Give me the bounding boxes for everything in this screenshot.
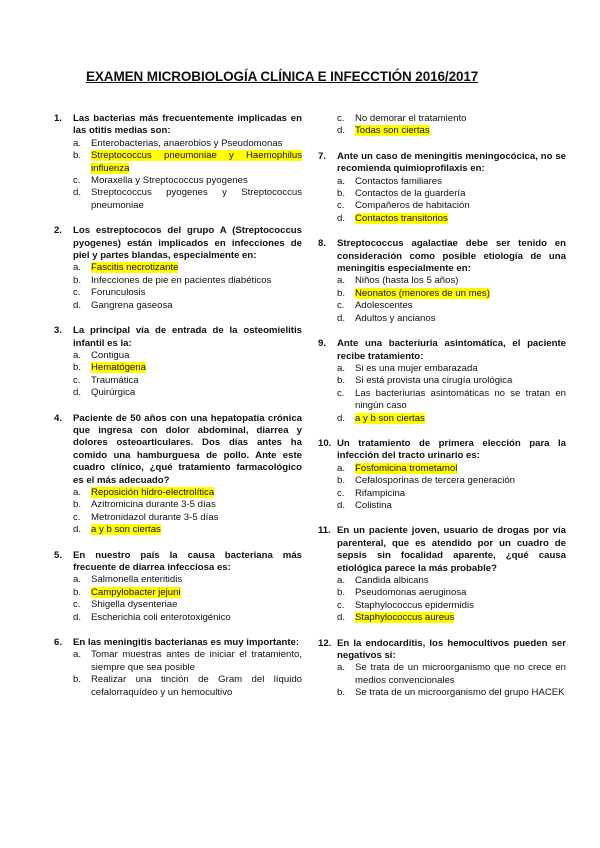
option-text: Pseudomonas aeruginosa — [355, 587, 467, 599]
option-c — [318, 200, 566, 212]
option-text: Enterobacterias, anaerobios y Pseudomonas — [91, 137, 283, 149]
option-text: Streptococcus pyogenes y Streptococcus pneumoniae — [91, 187, 302, 211]
option-d-correct — [318, 213, 566, 225]
option-letter: b. — [337, 475, 346, 487]
question-4 — [54, 413, 302, 537]
option-b — [54, 674, 302, 699]
question-9 — [318, 338, 566, 425]
option-text: Reposición hidro-electrolítica — [91, 486, 215, 498]
option-text: Hematógena — [91, 362, 146, 374]
option-letter: c. — [337, 387, 345, 399]
question-text: En las meningitis bacterianas es muy importante: — [73, 637, 300, 649]
option-text: Azitromicina durante 3-5 días — [91, 499, 216, 511]
question-text: En un paciente joven, usuario de drogas por vía parenteral, que es atendido por un cuadro de sepsis sin focalidad aparente, ¿qué causa etiológica parece la más probable? — [337, 525, 566, 574]
option-letter: d. — [337, 212, 346, 224]
option-letter: c. — [337, 487, 345, 499]
question-number: 10. — [318, 437, 332, 449]
left-column — [54, 113, 302, 712]
option-text: Adultos y ancianos — [355, 312, 436, 324]
option-text: Compañeros de habitación — [355, 200, 470, 212]
option-letter: c. — [73, 175, 81, 187]
option-a — [318, 662, 566, 687]
option-text: Shigella dysenteriae — [91, 599, 178, 611]
option-c — [54, 512, 302, 524]
option-letter: a. — [337, 175, 346, 187]
option-a-correct — [54, 487, 302, 499]
option-b — [318, 687, 566, 699]
question-text: En la endocarditis, los hemocultivos pueden ser negativos si: — [337, 637, 566, 662]
option-text: Staphylococcus aureus — [355, 612, 455, 624]
option-letter: d. — [73, 524, 82, 536]
option-c — [318, 388, 566, 413]
option-d-correct — [318, 125, 566, 137]
question-8 — [318, 238, 566, 325]
option-letter: d. — [73, 299, 82, 311]
option-a-correct — [54, 262, 302, 274]
option-letter: a. — [73, 262, 82, 274]
option-text: Metronidazol durante 3-5 días — [91, 511, 219, 523]
option-d — [54, 612, 302, 624]
option-text: Forunculosis — [91, 287, 146, 299]
option-b — [318, 375, 566, 387]
option-d — [54, 300, 302, 312]
option-a — [54, 574, 302, 586]
option-letter: d. — [73, 387, 82, 399]
question-text: La principal vía de entrada de la osteomielitis infantil es la: — [73, 325, 302, 349]
option-c — [318, 113, 566, 125]
option-d-correct — [54, 524, 302, 536]
option-b — [318, 188, 566, 200]
question-number: 7. — [318, 150, 327, 162]
option-b-correct — [54, 587, 302, 599]
question-5 — [54, 550, 302, 624]
option-c — [318, 600, 566, 612]
question-1 — [54, 113, 302, 212]
option-letter: d. — [337, 312, 346, 324]
option-letter: d. — [337, 412, 346, 424]
question-text: Ante una bacteriuria asintomática, el paciente recibe tratamiento: — [337, 338, 566, 362]
option-text: Si está provista una cirugía urológica — [355, 375, 513, 387]
option-text: Contactos de la guardería — [355, 188, 466, 200]
question-text: Ante un caso de meningitis meningocócica, no se recomienda quimioprofilaxis en: — [337, 150, 566, 175]
option-text: Colistina — [355, 499, 392, 511]
option-letter: a. — [337, 662, 346, 674]
option-text: Tomar muestras antes de iniciar el tratamiento, siempre que sea posible — [91, 649, 302, 673]
option-text: Neonatos (menores de un mes) — [355, 287, 490, 299]
option-c — [54, 287, 302, 299]
question-12 — [318, 638, 566, 700]
question-7 — [318, 151, 566, 225]
option-d — [54, 387, 302, 399]
question-10 — [318, 438, 566, 512]
option-letter: b. — [337, 375, 346, 387]
option-text: Escherichia coli enterotoxigénico — [91, 611, 231, 623]
option-letter: d. — [73, 611, 82, 623]
option-d — [318, 313, 566, 325]
option-letter: c. — [73, 374, 81, 386]
option-d-correct — [318, 612, 566, 624]
option-letter: b. — [337, 587, 346, 599]
option-b-correct — [318, 288, 566, 300]
option-text: Gangrena gaseosa — [91, 299, 173, 311]
question-number: 1. — [54, 113, 63, 124]
option-letter: b. — [73, 586, 82, 598]
question-3 — [54, 325, 302, 399]
option-b — [54, 499, 302, 511]
question-2 — [54, 225, 302, 312]
option-letter: c. — [337, 200, 345, 212]
question-number: 6. — [54, 637, 63, 649]
option-text: Streptococcus pneumoniae y Haemophilus influenza — [91, 150, 302, 174]
option-letter: c. — [73, 287, 81, 299]
option-letter: c. — [337, 599, 345, 611]
option-d-correct — [318, 413, 566, 425]
option-a — [54, 138, 302, 150]
option-b-correct — [54, 150, 302, 175]
option-text: Contigua — [91, 349, 130, 361]
option-d — [318, 500, 566, 512]
option-b — [318, 587, 566, 599]
option-b — [54, 275, 302, 287]
option-text: Quirúrgica — [91, 387, 136, 399]
option-text: Adolescentes — [355, 300, 413, 312]
option-text: Candida albicans — [355, 575, 429, 586]
option-text: Campylobacter jejuni — [91, 586, 181, 598]
option-text: Infecciones de pie en pacientes diabéticos — [91, 274, 272, 286]
option-a — [54, 350, 302, 362]
option-text: Contactos familiares — [355, 175, 442, 187]
option-letter: d. — [337, 612, 346, 624]
option-letter: a. — [73, 486, 82, 498]
question-text: Los estreptococos del grupo A (Streptococcus pyogenes) están implicados en infecciones de piel y partes blandas, especialmente en: — [73, 225, 302, 262]
question-11 — [318, 525, 566, 624]
option-a — [318, 176, 566, 188]
right-column — [318, 113, 566, 713]
page-title: EXAMEN MICROBIOLOGÍA CLÍNICA E INFECCTIÓN 2016/2017 — [86, 69, 479, 84]
question-number: 5. — [54, 549, 63, 561]
option-text: Fascitis necrotizante — [91, 262, 179, 274]
option-c — [54, 599, 302, 611]
option-text: Traumática — [91, 374, 139, 386]
question-text: En nuestro país la causa bacteriana más frecuente de diarrea infecciosa es: — [73, 549, 302, 573]
option-text: No demorar el tratamiento — [355, 113, 467, 124]
option-text: Realizar una tinción de Gram del líquido cefalorraquídeo y un hemocultivo — [91, 674, 302, 698]
option-d — [54, 187, 302, 212]
option-letter: a. — [337, 462, 346, 474]
question-number: 4. — [54, 412, 63, 424]
option-letter: a. — [73, 649, 82, 661]
option-letter: d. — [337, 125, 346, 137]
option-b-correct — [54, 362, 302, 374]
option-letter: a. — [73, 574, 82, 586]
option-a — [318, 275, 566, 287]
option-b — [318, 475, 566, 487]
option-text: Se trata de un microorganismo que no crece en medios convencionales — [355, 662, 566, 686]
option-letter: b. — [73, 362, 82, 374]
option-letter: c. — [337, 300, 345, 312]
option-text: Cefalosporinas de tercera generación — [355, 475, 515, 487]
option-letter: d. — [73, 187, 82, 199]
question-number: 9. — [318, 338, 327, 350]
option-text: a y b son ciertas — [355, 412, 425, 424]
option-text: Todas son ciertas — [355, 125, 430, 137]
option-text: Rifampicina — [355, 487, 406, 499]
option-c — [318, 300, 566, 312]
question-text: Un tratamiento de primera elección para la infección del tracto urinario es: — [337, 437, 566, 462]
question-text: Streptococcus agalactiae debe ser tenido en consideración como posible etiología de una meningitis especialmente en: — [337, 238, 566, 275]
option-letter: b. — [73, 150, 82, 162]
option-letter: b. — [73, 499, 82, 511]
option-text: Se trata de un microorganismo del grupo HACEK — [355, 687, 565, 699]
option-letter: d. — [337, 499, 346, 511]
question-number: 11. — [318, 525, 331, 537]
option-letter: b. — [337, 687, 346, 699]
option-letter: c. — [73, 599, 81, 611]
option-text: Contactos transitorios — [355, 212, 448, 224]
option-letter: a. — [73, 349, 82, 361]
option-text: Salmonella enteritidis — [91, 574, 183, 586]
option-text: Moraxella y Streptococcus pyogenes — [91, 175, 248, 187]
option-letter: a. — [73, 137, 82, 149]
question-6 — [54, 637, 302, 699]
option-letter: b. — [73, 674, 82, 686]
question-6-continued — [318, 113, 566, 138]
question-text: Paciente de 50 años con una hepatopatía crónica que ingresa con dolor abdominal, diarrea y dolores osteoarticulares. Dos días antes ha comido una hamburguesa de pollo. Ante este cuadro clínico, ¿qué tratamiento farmacológico es el más adecuado? — [73, 412, 302, 486]
option-letter: a. — [337, 575, 346, 586]
option-letter: b. — [337, 188, 346, 200]
question-number: 12. — [318, 637, 332, 649]
option-c — [54, 375, 302, 387]
option-letter: b. — [73, 274, 82, 286]
option-c — [54, 175, 302, 187]
option-a — [54, 649, 302, 674]
option-letter: c. — [337, 113, 345, 124]
option-a — [318, 363, 566, 375]
option-a-correct — [318, 463, 566, 475]
option-text: Niños (hasta los 5 años) — [355, 275, 459, 287]
question-number: 3. — [54, 325, 63, 337]
option-text: Las bacteriurias asintomáticas no se tratan en ningún caso — [355, 387, 566, 412]
question-text: Las bacterias más frecuentemente implicadas en las otitis medias son: — [73, 113, 302, 137]
option-text: a y b son ciertas — [91, 524, 161, 536]
option-a — [318, 575, 566, 587]
option-letter: a. — [337, 362, 346, 374]
option-text: Staphylococcus epidermidis — [355, 599, 474, 611]
option-letter: a. — [337, 275, 346, 287]
option-letter: c. — [73, 511, 81, 523]
question-number: 2. — [54, 225, 63, 237]
option-c — [318, 488, 566, 500]
option-text: Si es una mujer embarazada — [355, 362, 478, 374]
question-number: 8. — [318, 238, 327, 250]
option-text: Fosfomicina trometamol — [355, 462, 458, 474]
option-letter: b. — [337, 287, 346, 299]
